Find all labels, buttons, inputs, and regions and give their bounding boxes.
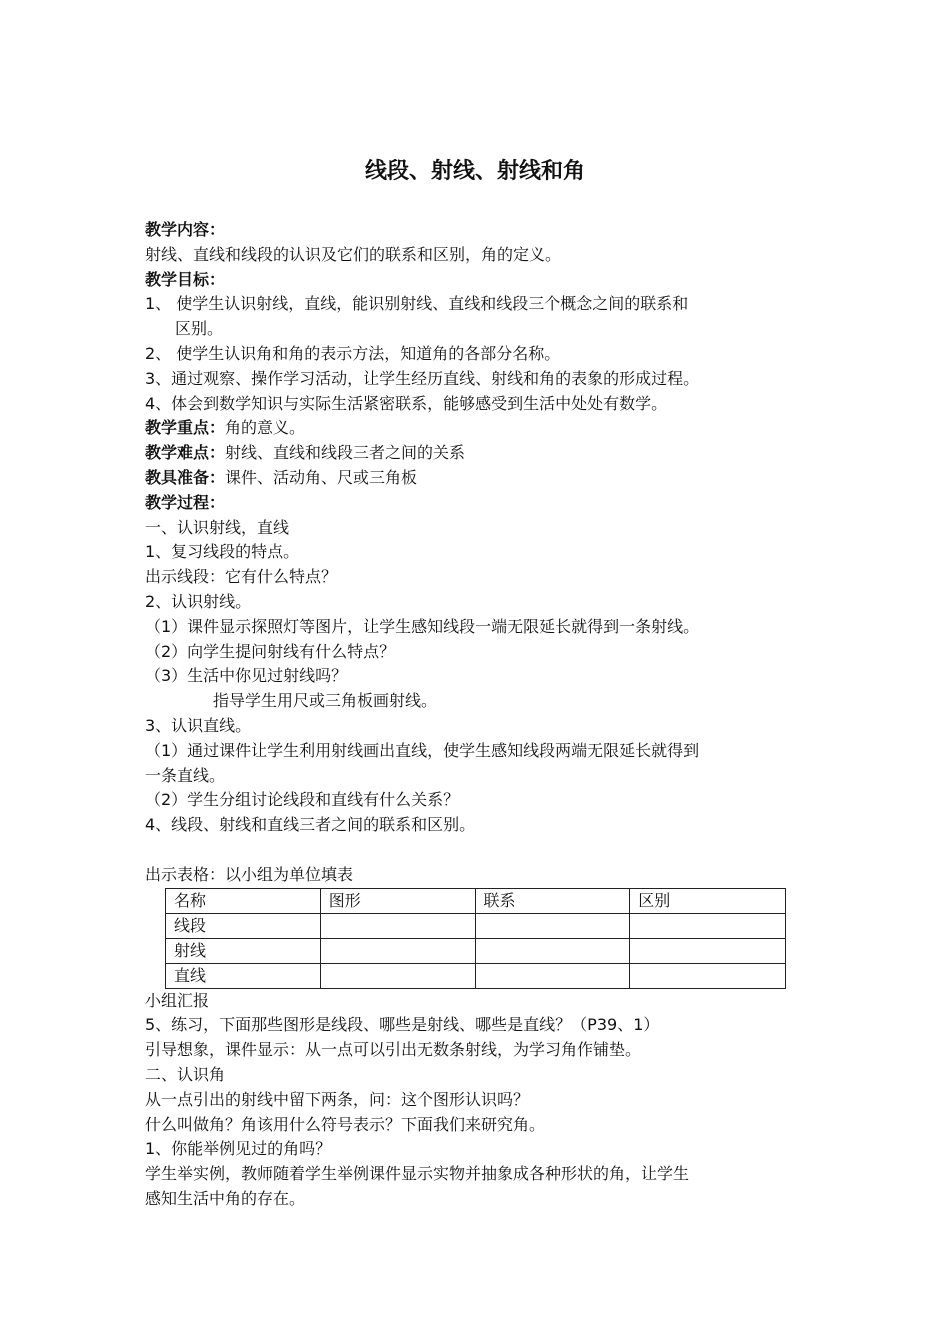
step-2-1-detail: 学生举实例，教师随着学生举例课件显示实物并抽象成各种形状的角，让学生: [145, 1164, 690, 1184]
table-cell: [475, 963, 630, 988]
goal-item-1: 1、 使学生认识射线，直线，能识别射线、直线和线段三个概念之间的联系和: [145, 294, 689, 314]
key-point-row: [145, 416, 825, 441]
step-1-2-a: （1）课件显示探照灯等图片，让学生感知线段一端无限延长就得到一条射线。: [145, 616, 700, 636]
goal-item-3: 3、通过观察、操作学习活动，让学生经历直线、射线和角的表象的形成过程。: [145, 368, 700, 388]
table-cell: [630, 913, 786, 938]
step-2-1-detail-continued: 感知生活中角的存在。: [145, 1188, 306, 1208]
step-1-4: 4、线段、射线和直线三者之间的联系和区别。: [145, 815, 476, 835]
document-body: [145, 218, 825, 1212]
step-2-1: 1、你能举例见过的角吗？: [145, 1139, 332, 1159]
table-intro: 出示表格：以小组为单位填表: [145, 864, 354, 884]
table-row: [166, 913, 786, 938]
goals-heading: 教学目标：: [145, 269, 226, 289]
step-1-1: 1、复习线段的特点。: [145, 542, 300, 562]
table-row: [166, 938, 786, 963]
table-header-cell: 名称: [166, 888, 321, 913]
difficulty-label: 教学难点：: [145, 443, 226, 463]
table-row: [166, 963, 786, 988]
step-1-5: 5、练习，下面那些图形是线段、哪些是射线、哪些是直线？（P39、1）: [145, 1015, 660, 1035]
difficulty-text: 射线、直线和线段三者之间的关系: [225, 443, 466, 463]
step-1-2-b: （2）向学生提问射线有什么特点？: [145, 641, 396, 661]
table-cell: [320, 938, 475, 963]
section-2-intro-2: 什么叫做角？角该用什么符号表示？下面我们来研究角。: [145, 1114, 546, 1134]
table-cell: [475, 938, 630, 963]
step-1-3: 3、认识直线。: [145, 715, 252, 735]
blank-line: [145, 838, 825, 863]
section-2-intro-1: 从一点引出的射线中留下两条，问：这个图形认识吗？: [145, 1089, 530, 1109]
page-title: 线段、射线、射线和角: [364, 159, 585, 184]
key-point-label: 教学重点：: [145, 418, 226, 438]
table-header-cell: 图形: [320, 888, 475, 913]
step-1-3-b: （2）学生分组讨论线段和直线有什么关系？: [145, 790, 460, 810]
section-1-heading: 一、认识射线，直线: [145, 517, 290, 537]
tools-label: 教具准备：: [145, 467, 226, 487]
goal-item-2: 2、 使学生认识角和角的表示方法，知道角的各部分名称。: [145, 343, 561, 363]
table-row-label: 线段: [166, 913, 321, 938]
section-2-heading: 二、认识角: [145, 1064, 226, 1084]
step-1-1-detail: 出示线段：它有什么特点？: [145, 567, 338, 587]
table-row-label: 直线: [166, 963, 321, 988]
content-heading: 教学内容：: [145, 220, 226, 239]
step-1-guide: 引导想象，课件显示：从一点可以引出无数条射线，为学习角作铺垫。: [145, 1040, 642, 1060]
table-cell: [630, 938, 786, 963]
table-cell: [320, 913, 475, 938]
group-report: 小组汇报: [145, 990, 210, 1010]
step-1-2-c: （3）生活中你见过射线吗？: [145, 666, 348, 686]
step-1-3-a-continued: 一条直线。: [145, 765, 226, 785]
table-cell: [320, 963, 475, 988]
table-header-cell: 联系: [475, 888, 630, 913]
difficulty-row: [145, 441, 825, 466]
table-header-cell: 区别: [630, 888, 786, 913]
process-heading: 教学过程：: [145, 492, 226, 512]
step-1-2-c-detail: 指导学生用尺或三角板画射线。: [213, 691, 438, 711]
table-header-row: [166, 888, 786, 913]
step-1-2: 2、认识射线。: [145, 591, 252, 611]
table-cell: [630, 963, 786, 988]
goal-item-1-continued: 区别。: [175, 319, 224, 339]
tools-text: 课件、活动角、尺或三角板: [225, 467, 418, 487]
table-cell: [475, 913, 630, 938]
key-point-text: 角的意义。: [225, 418, 306, 438]
step-1-3-a: （1）通过课件让学生利用射线画出直线，使学生感知线段两端无限延长就得到: [145, 740, 700, 760]
goal-item-4: 4、体会到数学知识与实际生活紧密联系，能够感受到生活中处处有数学。: [145, 393, 668, 413]
tools-row: [145, 466, 825, 491]
content-text: 射线、直线和线段的认识及它们的联系和区别，角的定义。: [145, 244, 562, 264]
table-row-label: 射线: [166, 938, 321, 963]
comparison-table: [165, 888, 786, 989]
